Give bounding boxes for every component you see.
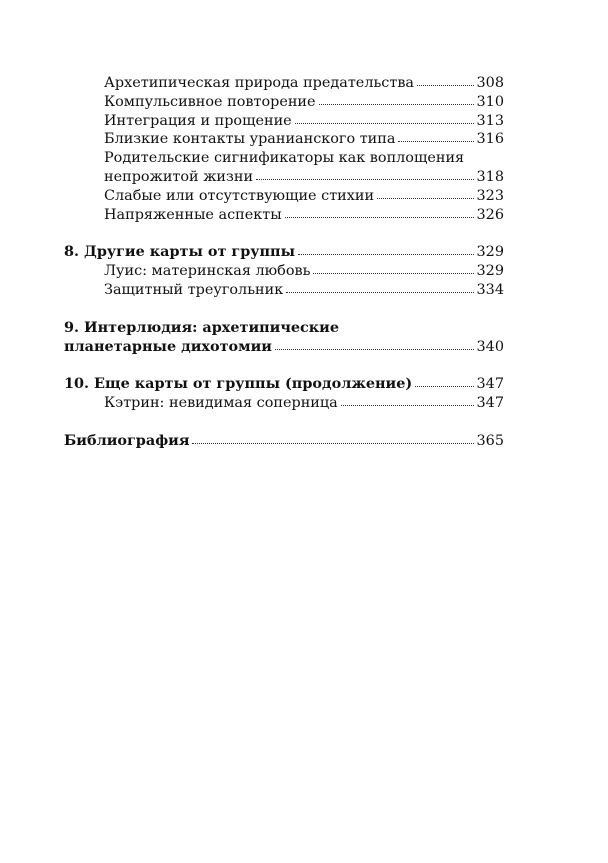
toc-entry[interactable] xyxy=(64,262,504,281)
toc-entry-title: Интеграция и прощение xyxy=(104,112,292,129)
chapter-page: 340 xyxy=(476,338,504,355)
toc-entry-page: 310 xyxy=(476,93,504,110)
dot-leader xyxy=(275,349,474,350)
toc-entry-title-line1: Родительские сигнификаторы как воплощения xyxy=(104,150,465,167)
toc-entry-title: Архетипическая природа предательства xyxy=(104,75,414,91)
toc-entry[interactable] xyxy=(64,93,504,112)
dot-leader xyxy=(285,217,474,218)
toc-entry-page: 326 xyxy=(476,206,504,223)
toc-entry[interactable] xyxy=(64,168,504,187)
chapter-title: 8. Другие карты от группы xyxy=(64,243,296,261)
dot-leader xyxy=(398,141,473,142)
toc-entry-page: 316 xyxy=(476,131,504,148)
chapter-title: 10. Еще карты от группы (продолжение) xyxy=(64,375,413,393)
toc-entry-title: Компульсивное повторение xyxy=(104,93,316,110)
toc-entry-title: Близкие контакты уранианского типа xyxy=(104,131,396,148)
dot-leader xyxy=(417,85,474,86)
toc-entry-page: 323 xyxy=(476,187,504,204)
toc-entry-page: 318 xyxy=(476,168,504,185)
bibliography-title: Библиография xyxy=(64,431,190,449)
section-gap xyxy=(64,413,504,432)
toc-entry-title: непрожитой жизни xyxy=(104,168,254,185)
chapter-page: 329 xyxy=(476,244,504,261)
dot-leader xyxy=(313,273,473,274)
dot-leader xyxy=(192,443,473,444)
chapter-title: планетарные дихотомии xyxy=(64,337,272,355)
toc-entry[interactable] xyxy=(64,206,504,225)
dot-leader xyxy=(319,104,474,105)
section-gap xyxy=(64,224,504,243)
dot-leader xyxy=(377,198,473,199)
toc-entry-title: Кэтрин: невидимая соперница xyxy=(104,395,338,412)
toc-entry-title: Луис: материнская любовь xyxy=(104,263,311,280)
toc-entry-page: 347 xyxy=(476,395,504,412)
toc-entry[interactable] xyxy=(64,74,504,93)
dot-leader xyxy=(415,386,473,387)
dot-leader xyxy=(286,292,473,293)
toc-entry-title: Слабые или отсутствующие стихии xyxy=(104,187,375,204)
dot-leader xyxy=(298,254,474,255)
toc-entry[interactable] xyxy=(64,130,504,149)
dot-leader xyxy=(295,123,474,124)
table-of-contents xyxy=(64,74,504,451)
toc-entry[interactable] xyxy=(64,394,504,413)
toc-entry-page: 313 xyxy=(476,112,504,129)
toc-entry[interactable] xyxy=(64,281,504,300)
toc-entry-page: 329 xyxy=(476,263,504,280)
toc-bibliography[interactable] xyxy=(64,432,504,451)
dot-leader xyxy=(256,179,473,180)
toc-entry-page: 308 xyxy=(476,75,504,91)
toc-entry-title: Защитный треугольник xyxy=(104,281,284,298)
bibliography-page: 365 xyxy=(476,432,504,449)
toc-chapter-9[interactable] xyxy=(64,338,504,357)
chapter-title-line1: 9. Интерлюдия: архетипические xyxy=(64,318,340,336)
section-gap xyxy=(64,356,504,375)
toc-entry[interactable] xyxy=(64,112,504,131)
section-gap xyxy=(64,300,504,319)
toc-chapter-10[interactable] xyxy=(64,375,504,394)
toc-chapter-8[interactable] xyxy=(64,243,504,262)
toc-entry-page: 334 xyxy=(476,281,504,298)
chapter-page: 347 xyxy=(476,376,504,393)
toc-entry[interactable] xyxy=(64,187,504,206)
toc-entry-title: Напряженные аспекты xyxy=(104,206,282,223)
dot-leader xyxy=(341,405,474,406)
